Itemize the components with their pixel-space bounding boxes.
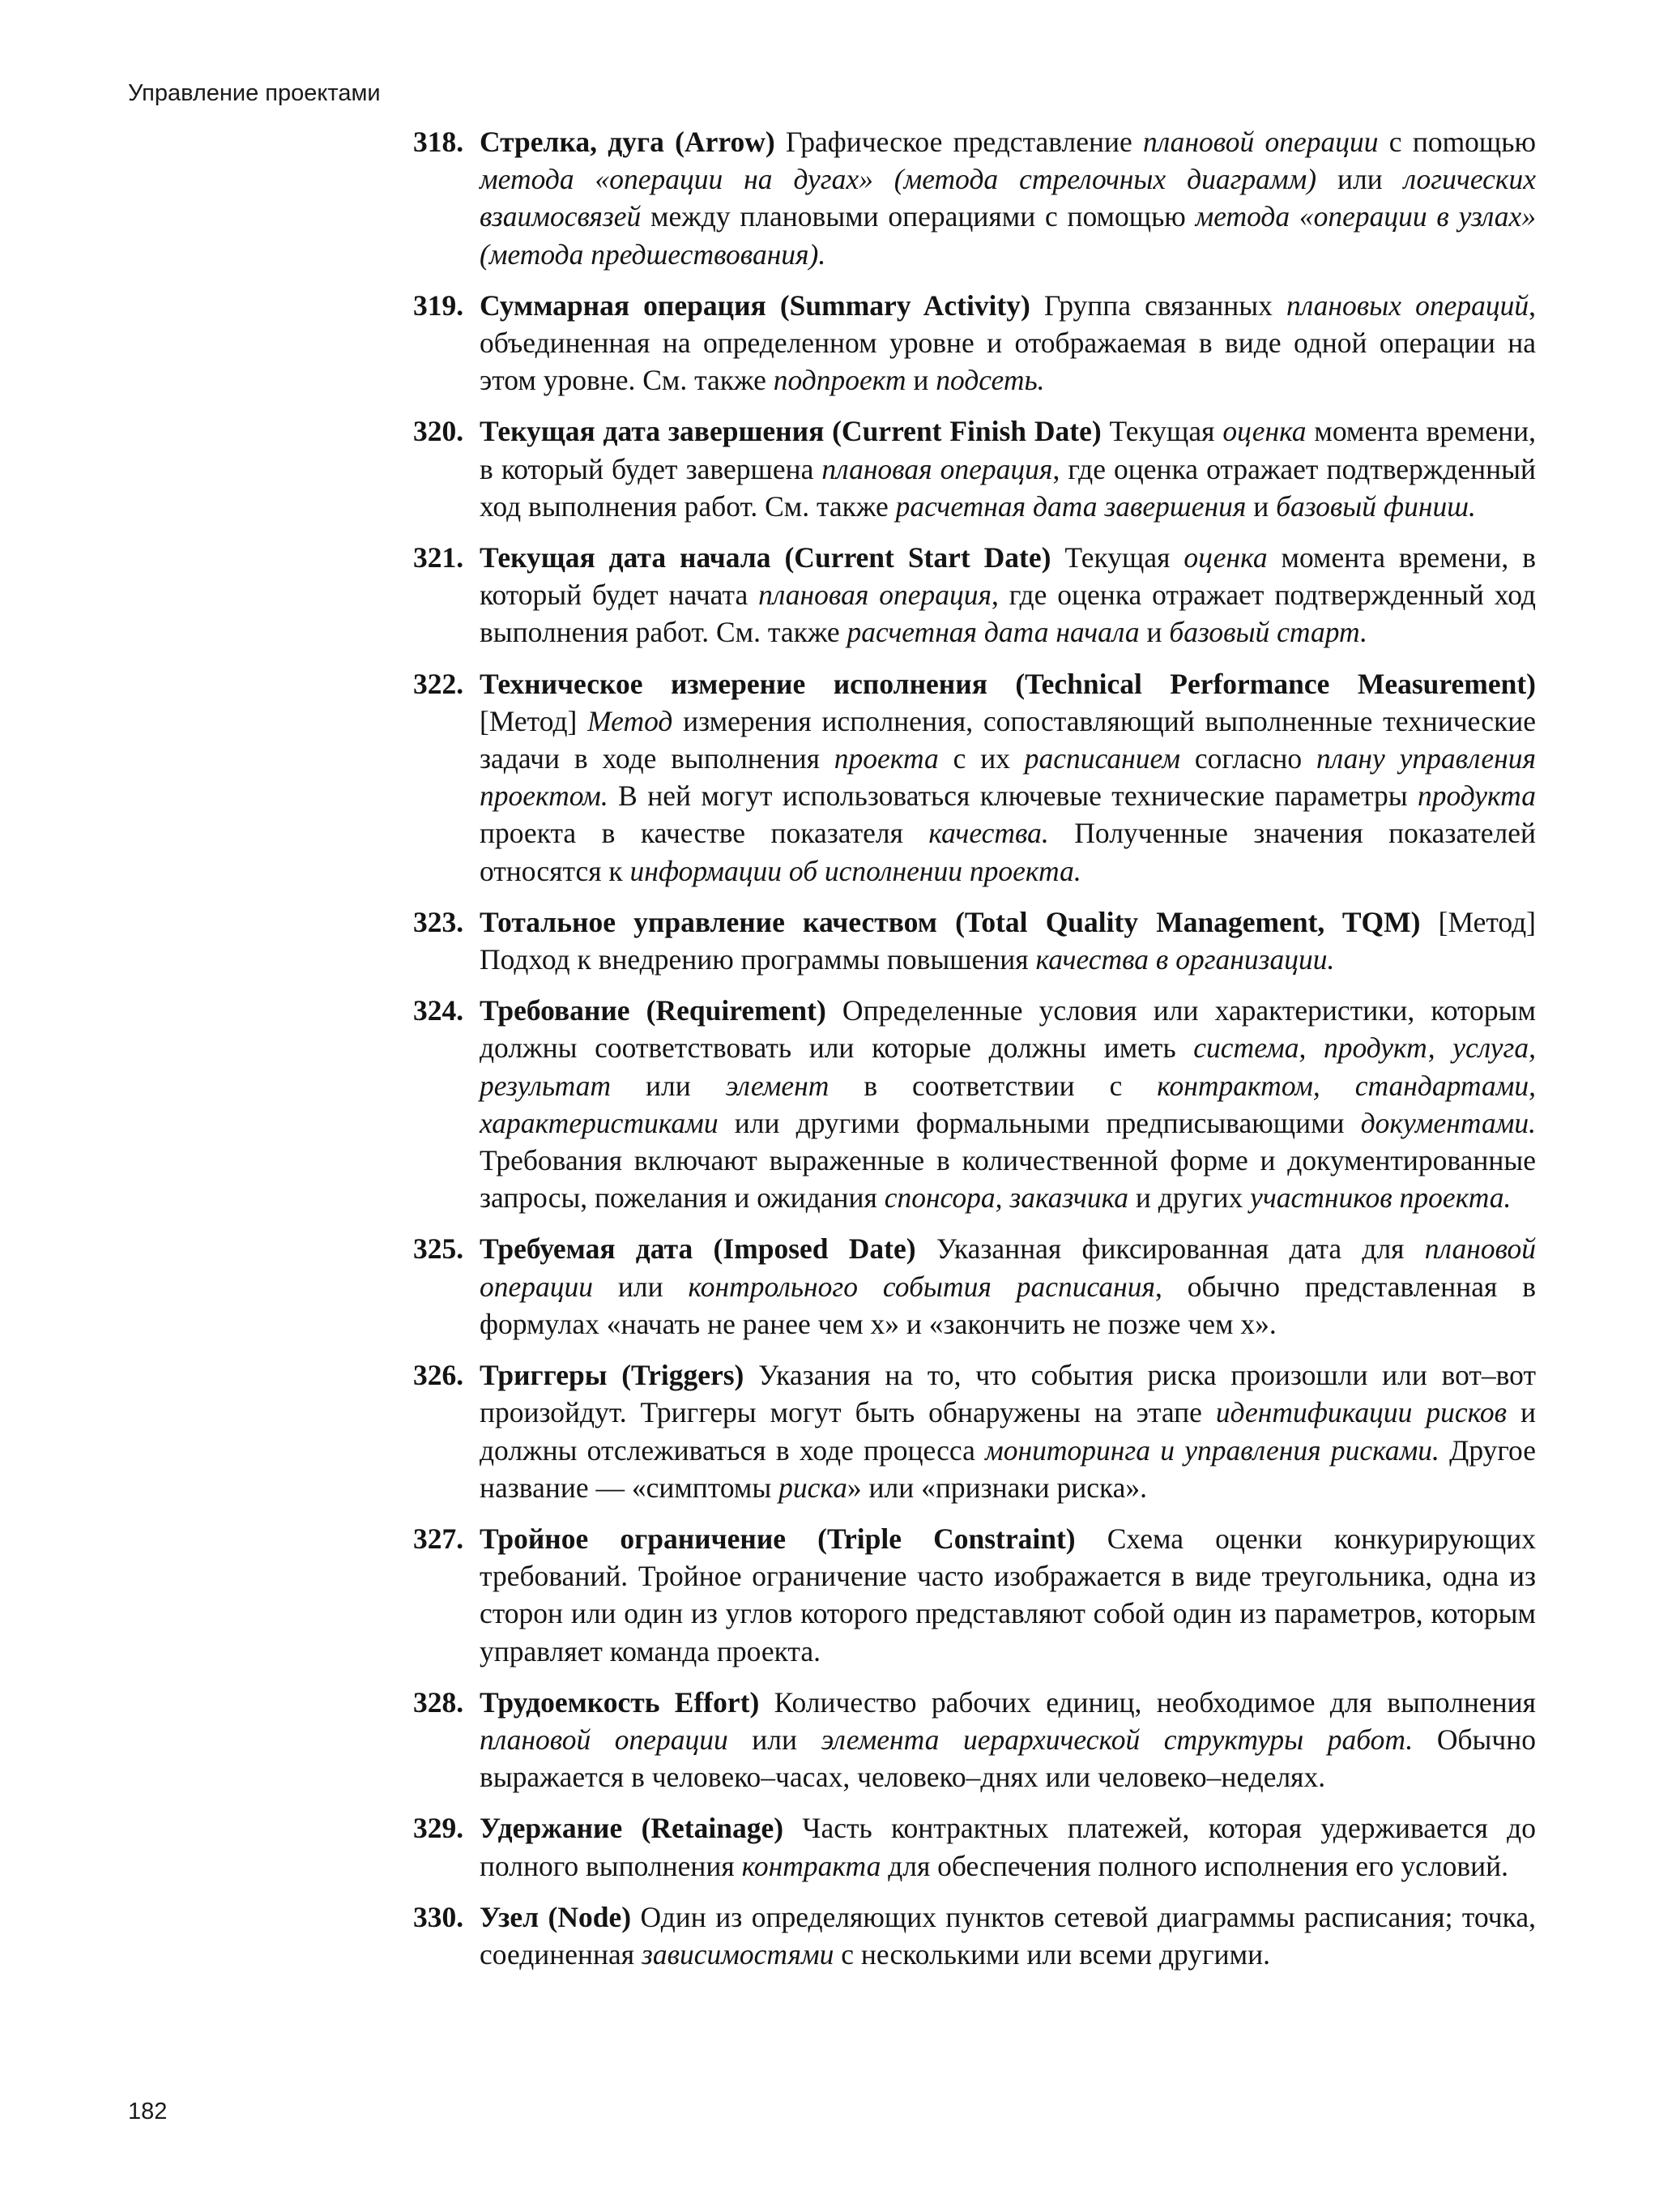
entry-italic-text: мониторинга и управления рисками. (985, 1433, 1439, 1467)
entry-text: Один из определяющих пунктов сетевой диаграммы расписания; точка, соединенная (480, 1900, 1536, 1971)
entry-text: Указанная фиксированная дата для (915, 1232, 1425, 1266)
entry-italic-text: плану управления проектом. (480, 742, 1536, 813)
glossary-entry (413, 903, 1536, 978)
entry-text: или (727, 1723, 821, 1756)
entry-text: согласно (1180, 742, 1316, 775)
entry-text: для обеспечения полного исполнения его условий. (881, 1849, 1509, 1882)
glossary-entry (413, 287, 1536, 399)
entry-text: , обычно представленная в формулах «начать не ранее чем х» и «закончить не позже чем х». (480, 1270, 1536, 1340)
glossary-entry (413, 1230, 1536, 1343)
entry-text: и (906, 364, 936, 397)
entry-italic-text: система, продукт, услуга, результат (480, 1031, 1536, 1102)
entry-text: с их (938, 742, 1025, 775)
glossary-entry (413, 1356, 1536, 1506)
entry-italic-text: плановая операция (821, 452, 1053, 485)
entry-number: 321. (413, 541, 464, 574)
entry-text: Схема оценки конкурирующих требований. Тройное ограничение часто изображается в виде треугольника, одна из сторон или один из углов которого представляют собой один из параметров, которым управляет команда проекта. (480, 1522, 1536, 1668)
entry-text: Полученные значения показателей относятся к (480, 817, 1536, 887)
entry-term: Требуемая дата (Imposed Date) (480, 1232, 916, 1266)
entry-italic-text: логических взаимосвязей (480, 163, 1536, 233)
entry-italic-text: контрольного события расписания (688, 1270, 1155, 1303)
entry-italic-text: проекта (834, 742, 939, 775)
entry-italic-text: документами. (1360, 1106, 1536, 1139)
entry-italic-text: риска (778, 1471, 847, 1504)
glossary-entry (413, 1898, 1536, 1973)
entry-italic-text: участников проекта. (1250, 1181, 1512, 1215)
entry-text: Группа связанных (1030, 288, 1286, 322)
entry-italic-text: продукта (1418, 779, 1536, 813)
entry-term: Тройное ограничение (Triple Constraint) (480, 1522, 1076, 1555)
entry-italic-text: контрактом, стандартами, характеристиками (480, 1069, 1536, 1139)
entry-term: Требование (Requirement) (480, 994, 826, 1027)
glossary-entry (413, 539, 1536, 651)
entry-italic-text: плановой операции (1143, 126, 1379, 158)
entry-text: и должны отслеживаться в ходе процесса (480, 1396, 1536, 1467)
entry-number: 329. (413, 1812, 464, 1845)
entry-italic-text: расчетная дата начала (847, 616, 1140, 649)
entry-italic-text: элемент (725, 1069, 830, 1102)
entry-italic-text: подсеть. (936, 364, 1045, 397)
entry-term: Суммарная операция (Summary Activity) (480, 288, 1030, 322)
entry-italic-text: метода «операции в узлах» (метода предшествования). (480, 200, 1536, 271)
page-number: 182 (128, 2099, 168, 2124)
entry-italic-text: оценка (1183, 541, 1268, 574)
entry-text: Количество рабочих единиц, необходимое для выполнения (759, 1685, 1536, 1719)
entry-text: или другими формальными предписывающими (718, 1106, 1361, 1139)
entry-number: 330. (413, 1900, 464, 1933)
glossary-entry (413, 1809, 1536, 1884)
entry-text: и (1246, 489, 1277, 523)
entry-text: Текущая (1051, 541, 1184, 574)
entry-text: [Метод] (480, 704, 588, 737)
entry-italic-text: качества. (928, 817, 1049, 850)
entry-text: [Метод] Подход к внедрению программы повышения (480, 905, 1536, 976)
entry-italic-text: плановых операций (1286, 288, 1529, 322)
entry-text: Обычно выражается в человеко–часах, человеко–днях или человеко–неделях. (480, 1723, 1536, 1794)
entry-number: 324. (413, 994, 464, 1027)
entry-text: , объединенная на определенном уровне и отображаемая в виде одной операции на этом уровне. См. также (480, 288, 1536, 397)
entry-text: Определенные условия или характеристики, которым должны соответствовать или которые должны иметь (480, 994, 1536, 1065)
entry-italic-text: плановой операции (480, 1723, 728, 1756)
entry-italic-text: Метод (587, 704, 673, 737)
entry-term: Трудоемкость Effort) (480, 1685, 760, 1719)
entry-italic-text: информации об исполнении проекта. (629, 854, 1081, 887)
entry-text: или (593, 1270, 689, 1303)
entry-term: Текущая дата завершения (Current Finish Date) (480, 415, 1102, 448)
entry-term: Удержание (Retainage) (480, 1812, 784, 1845)
glossary-entry (413, 992, 1536, 1216)
entry-number: 325. (413, 1232, 464, 1266)
entry-text: , где оценка отражает подтвержденный ход выполнения работ. См. также (480, 579, 1536, 649)
entry-italic-text: спонсора, заказчика (884, 1181, 1129, 1215)
glossary-entries (413, 123, 1536, 1987)
entry-italic-text: расписанием (1024, 742, 1181, 775)
entry-italic-text: идентификации рисков (1215, 1396, 1508, 1429)
entry-term: Техническое измерение исполнения (Technical Performance Measurement) (480, 667, 1536, 700)
entry-text: момента времени, в который будет завершена (480, 415, 1537, 485)
entry-text: Графическое представление (774, 126, 1144, 158)
entry-text: или (611, 1069, 726, 1102)
entry-text: Указания на то, что события риска произошли или вот–вот произойдут. Триггеры могут быть обнаружены на этапе (480, 1359, 1536, 1429)
entry-italic-text: плановой операции (480, 1232, 1537, 1303)
entry-text: момента времени, в который будет начата (480, 541, 1536, 612)
entry-italic-text: плановая операция (758, 579, 992, 612)
entry-term: Триггеры (Triggers) (480, 1359, 744, 1392)
entry-term: Тотальное управление качеством (Total Quality Management, TQM) (480, 905, 1421, 938)
entry-italic-text: базовый финиш. (1276, 489, 1476, 523)
entry-italic-text: зависимостями (642, 1937, 834, 1971)
entry-number: 328. (413, 1685, 464, 1719)
running-head: Управление проектами (128, 80, 381, 106)
glossary-entry (413, 1520, 1536, 1670)
entry-text: или (1316, 163, 1404, 196)
entry-text: В ней могут использоваться ключевые технические параметры (608, 779, 1418, 813)
entry-text: Текущая (1101, 415, 1223, 448)
entry-number: 318. (413, 126, 464, 158)
entry-term: Текущая дата начала (Current Start Date) (480, 541, 1051, 574)
glossary-entry (413, 412, 1536, 525)
entry-italic-text: расчетная дата завершения (895, 489, 1247, 523)
entry-text: Требования включают выраженные в количественной форме и документированные запросы, пожелания и ожидания (480, 1144, 1536, 1215)
entry-italic-text: метода «операции на дугах» (метода стрелочных диаграмм) (480, 163, 1317, 196)
entry-italic-text: элемента иерархической структуры работ. (821, 1723, 1414, 1756)
entry-number: 320. (413, 415, 464, 448)
entry-text: , где оценка отражает подтвержденный ход выполнения работ. См. также (480, 452, 1537, 523)
glossary-entry (413, 123, 1536, 273)
glossary-entry (413, 1684, 1536, 1796)
entry-text: с поmощью (1378, 126, 1536, 158)
entry-italic-text: базовый старт. (1169, 616, 1367, 649)
entry-text: Часть контрактных платежей, которая удерживается до полного выполнения (480, 1812, 1536, 1882)
entry-text: измерения исполнения, сопоставляющий выполненные технические задачи в ходе выполнения (480, 704, 1536, 775)
entry-italic-text: подпроект (773, 364, 906, 397)
entry-number: 319. (413, 288, 464, 322)
entry-text: с несколькими или всеми другими. (834, 1937, 1270, 1971)
entry-number: 322. (413, 667, 464, 700)
entry-number: 323. (413, 905, 464, 938)
entry-text: » или «признаки риска». (847, 1471, 1148, 1504)
entry-italic-text: качества в организации. (1035, 943, 1335, 976)
glossary-entry (413, 665, 1536, 890)
entry-text: Другое название — «симптомы (480, 1433, 1536, 1504)
entry-text: между плановыми операциями с помощью (641, 200, 1196, 233)
entry-term: Стрелка, дуга (Arrow) (480, 126, 775, 158)
entry-number: 327. (413, 1522, 464, 1555)
entry-number: 326. (413, 1359, 464, 1392)
entry-text: и других (1128, 1181, 1251, 1215)
entry-italic-text: контракта (741, 1849, 881, 1882)
entry-text: в соответствии с (829, 1069, 1158, 1102)
entry-text: проекта в качестве показателя (480, 817, 929, 850)
entry-term: Узел (Node) (480, 1900, 632, 1933)
entry-text: и (1139, 616, 1170, 649)
entry-italic-text: оценка (1222, 415, 1307, 448)
